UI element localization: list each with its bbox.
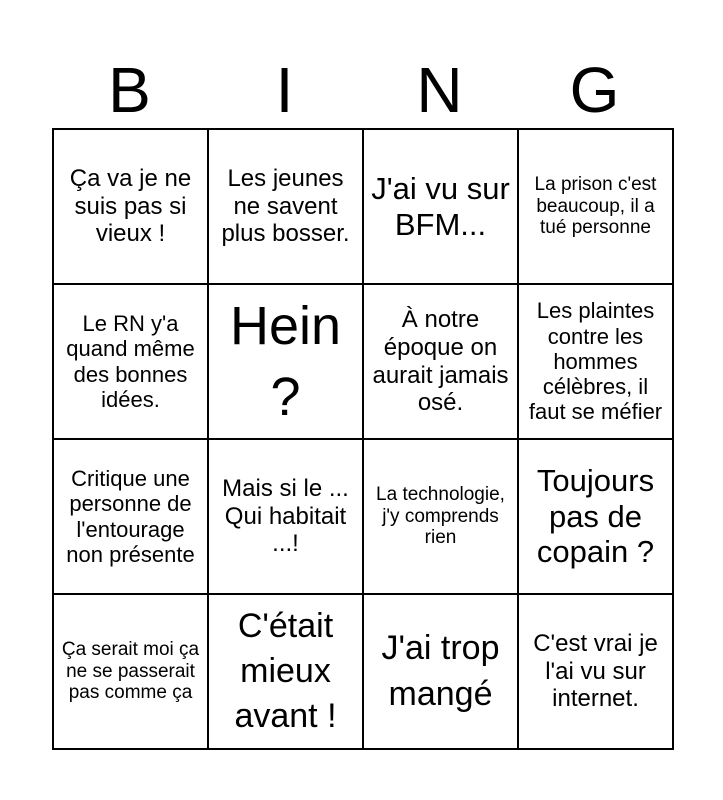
bingo-cell[interactable]: Mais si le ... Qui habitait ...! (208, 439, 363, 594)
bingo-cell[interactable]: La prison c'est beaucoup, il a tué personne (518, 129, 673, 284)
bingo-cell[interactable]: J'ai vu sur BFM... (363, 129, 518, 284)
header-letter-b: B (108, 54, 151, 126)
bingo-cell[interactable]: J'ai trop mangé (363, 594, 518, 749)
header-letter-n: N (416, 54, 463, 126)
bingo-grid (52, 128, 674, 750)
bingo-cell[interactable]: La technologie, j'y comprends rien (363, 439, 518, 594)
bingo-cell[interactable]: C'est vrai je l'ai vu sur internet. (518, 594, 673, 749)
bingo-cell[interactable]: Ça va je ne suis pas si vieux ! (53, 129, 208, 284)
bingo-cell[interactable]: Critique une personne de l'entourage non présente (53, 439, 208, 594)
bingo-cell[interactable]: Les jeunes ne savent plus bosser. (208, 129, 363, 284)
bingo-cell[interactable]: Toujours pas de copain ? (518, 439, 673, 594)
grid-row-1 (53, 129, 673, 284)
grid-row-3 (53, 439, 673, 594)
bingo-cell[interactable]: À notre époque on aurait jamais osé. (363, 284, 518, 439)
header-letter-i: I (275, 54, 294, 126)
bingo-cell[interactable]: Les plaintes contre les hommes célèbres, il faut se méfier (518, 284, 673, 439)
bingo-cell[interactable]: C'était mieux avant ! (208, 594, 363, 749)
grid-row-4 (53, 594, 673, 749)
bingo-header (52, 52, 672, 128)
grid-row-2 (53, 284, 673, 439)
bingo-cell[interactable]: Ça serait moi ça ne se passerait pas comme ça (53, 594, 208, 749)
header-letter-g: G (569, 54, 620, 126)
bingo-cell[interactable]: Hein ? (208, 284, 363, 439)
bingo-cell[interactable]: Le RN y'a quand même des bonnes idées. (53, 284, 208, 439)
